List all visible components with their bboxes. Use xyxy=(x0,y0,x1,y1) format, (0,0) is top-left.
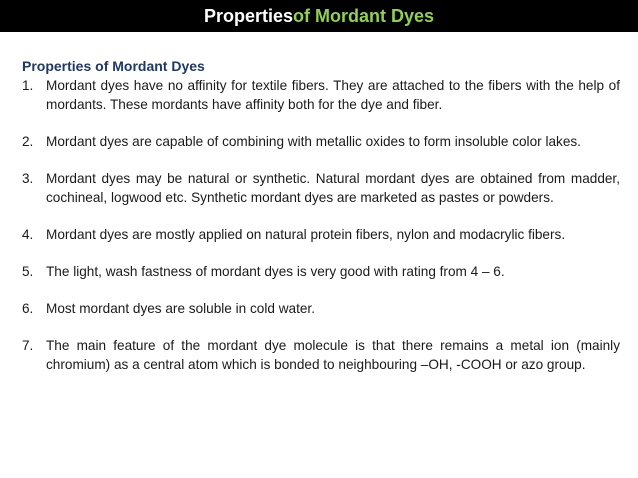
list-item-text: Mordant dyes have no affinity for textile fibers. They are attached to the fibers with the help of mordants. These mordants have affinity both for the dye and fiber. xyxy=(46,78,620,112)
list-item xyxy=(22,336,620,374)
list-item-text: Mordant dyes are mostly applied on natural protein fibers, nylon and modacrylic fibers. xyxy=(46,227,566,242)
properties-list xyxy=(22,76,620,374)
slide-title-bar xyxy=(0,0,638,32)
list-item xyxy=(22,262,620,281)
list-item-number: 2. xyxy=(22,134,34,149)
list-item-text: The main feature of the mordant dye molecule is that there remains a metal ion (mainly chromium) as a central atom which is bonded to neighbouring –OH, -COOH or azo group. xyxy=(46,338,620,372)
slide-title-part-2: of Mordant Dyes xyxy=(293,5,435,26)
list-item-number: 1. xyxy=(22,78,34,93)
list-item-text: Most mordant dyes are soluble in cold water. xyxy=(46,301,315,316)
slide-content xyxy=(22,57,620,374)
list-item-text: Mordant dyes are capable of combining with metallic oxides to form insoluble color lakes. xyxy=(46,134,581,149)
list-item-number: 3. xyxy=(22,171,34,186)
list-item xyxy=(22,76,620,114)
slide-title-part-1: Properties xyxy=(203,5,294,26)
list-item-number: 7. xyxy=(22,338,34,353)
list-item-text: Mordant dyes may be natural or synthetic. Natural mordant dyes are obtained from madder, cochineal, logwood etc. Synthetic mordant dyes are marketed as pastes or powders. xyxy=(46,171,620,205)
section-heading: Properties of Mordant Dyes xyxy=(22,58,205,74)
list-item xyxy=(22,225,620,244)
list-item xyxy=(22,299,620,318)
list-item xyxy=(22,132,620,151)
list-item-number: 4. xyxy=(22,227,34,242)
list-item xyxy=(22,169,620,207)
list-item-number: 6. xyxy=(22,301,34,316)
list-item-text: The light, wash fastness of mordant dyes is very good with rating from 4 – 6. xyxy=(46,264,505,279)
list-item-number: 5. xyxy=(22,264,34,279)
